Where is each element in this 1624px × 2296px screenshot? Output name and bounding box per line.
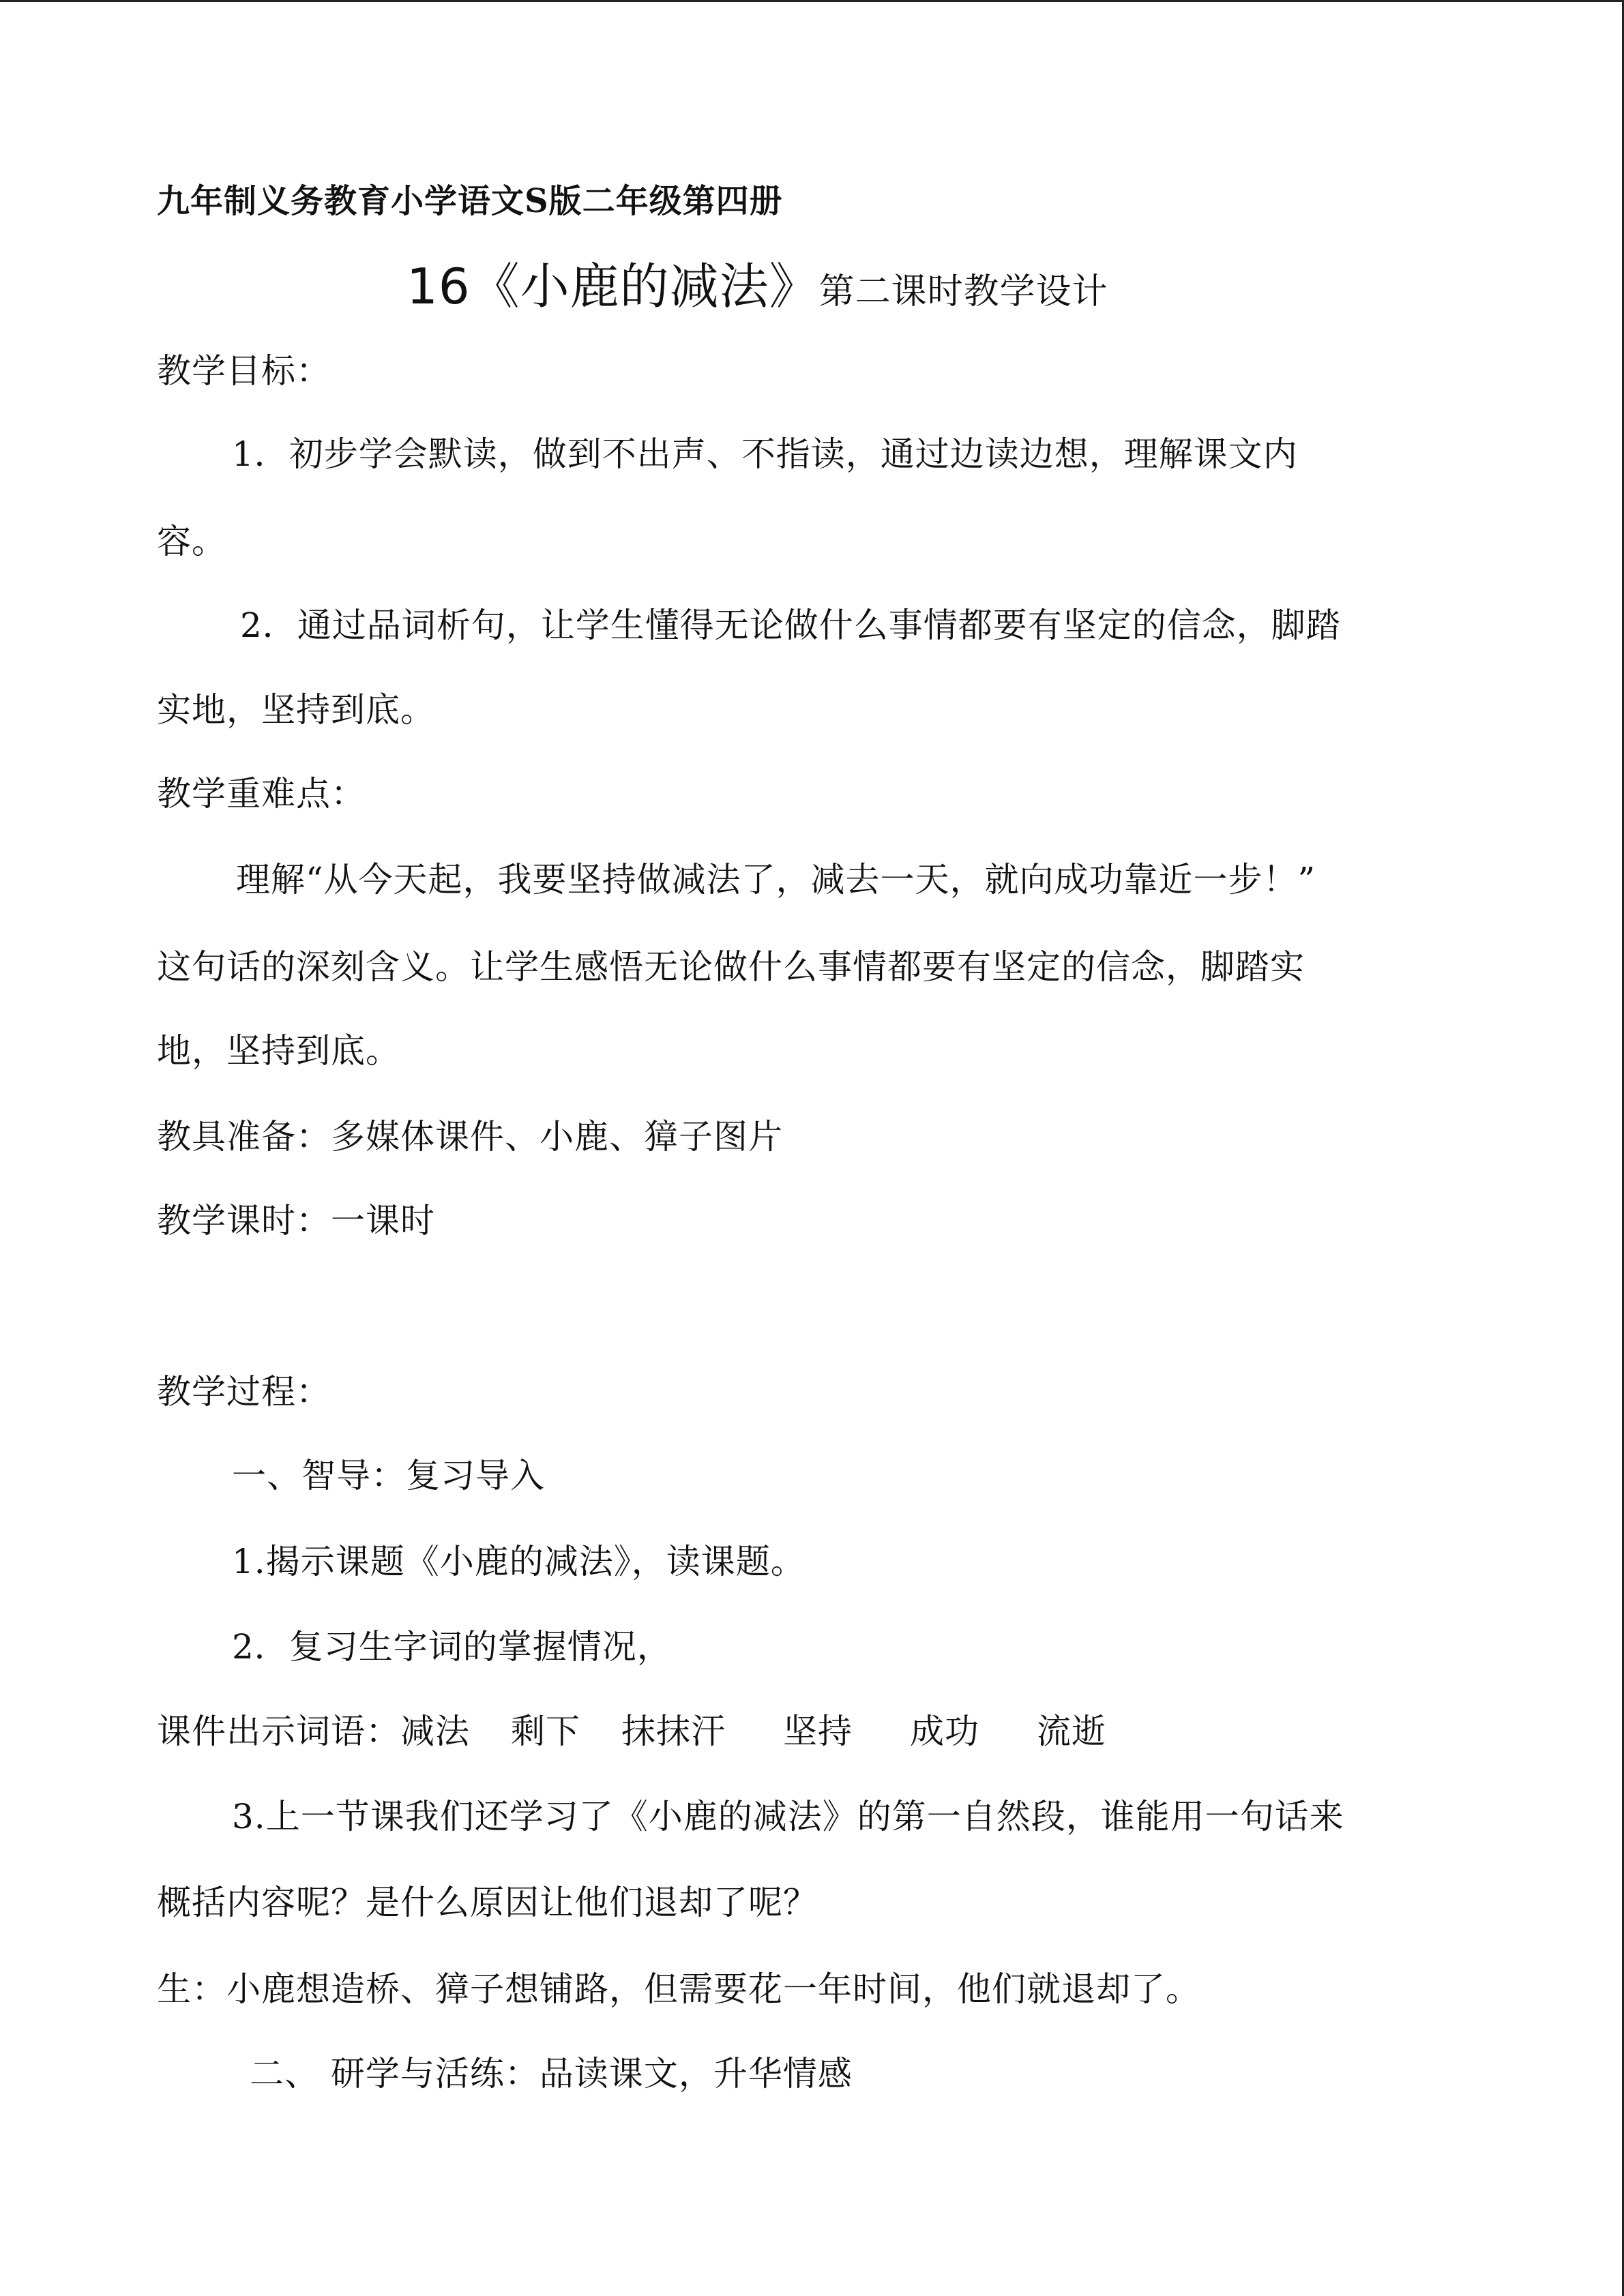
vocabulary-word: 抹抹汗 (621, 1712, 726, 1751)
step-3-line-1: 3.上一节课我们还学习了《小鹿的减法》的第一自然段，谁能用一句话来 (232, 1797, 1344, 1836)
vocabulary-label: 课件出示词语： (157, 1712, 400, 1751)
key-points-heading: 教学重难点： (157, 774, 366, 814)
vocabulary-word: 剩下 (511, 1712, 580, 1751)
step-3-line-2: 概括内容呢？是什么原因让他们退却了呢？ (157, 1883, 818, 1922)
vocabulary-word: 成功 (910, 1712, 979, 1751)
lesson-time: 教学课时：一课时 (157, 1201, 435, 1240)
title-main: 16《小鹿的减法》 (407, 258, 819, 315)
objectives-heading: 教学目标： (157, 351, 331, 391)
document-header: 九年制义务教育小学语文S版二年级第四册 (157, 182, 783, 220)
student-answer: 生：小鹿想造桥、獐子想铺路，但需要花一年时间，他们就退却了。 (157, 1969, 1200, 2009)
section-1-heading: 一、智导：复习导入 (232, 1456, 545, 1495)
vocabulary-line (157, 1711, 1106, 1752)
document-title (407, 256, 1108, 323)
key-points-line-1: 理解“从今天起，我要坚持做减法了，减去一天，就向成功靠近一步！” (236, 860, 1316, 899)
key-points-line-2: 这句话的深刻含义。让学生感悟无论做什么事情都要有坚定的信念，脚踏实 (157, 947, 1305, 987)
objective-2-line-1: 2．通过品词析句，让学生懂得无论做什么事情都要有坚定的信念，脚踏 (240, 606, 1341, 645)
objective-2-line-2: 实地，坚持到底。 (157, 690, 435, 730)
key-points-line-3: 地，坚持到底。 (157, 1031, 400, 1071)
section-2-heading: 二、 研学与活练：品读课文，升华情感 (250, 2054, 853, 2093)
vocabulary-word: 减法 (400, 1712, 470, 1751)
process-heading: 教学过程： (157, 1372, 331, 1412)
title-sub: 第二课时教学设计 (818, 271, 1108, 312)
step-1: 1.揭示课题《小鹿的减法》，读课题。 (232, 1542, 806, 1581)
vocabulary-word: 流逝 (1037, 1712, 1106, 1751)
objective-1-line-1: 1．初步学会默读，做到不出声、不指读，通过边读边想，理解课文内 (232, 434, 1298, 474)
preparation: 教具准备：多媒体课件、小鹿、獐子图片 (157, 1117, 783, 1157)
step-2: 2．复习生字词的掌握情况， (232, 1627, 672, 1667)
vocabulary-word: 坚持 (783, 1712, 853, 1751)
objective-1-line-2: 容。 (157, 522, 226, 561)
